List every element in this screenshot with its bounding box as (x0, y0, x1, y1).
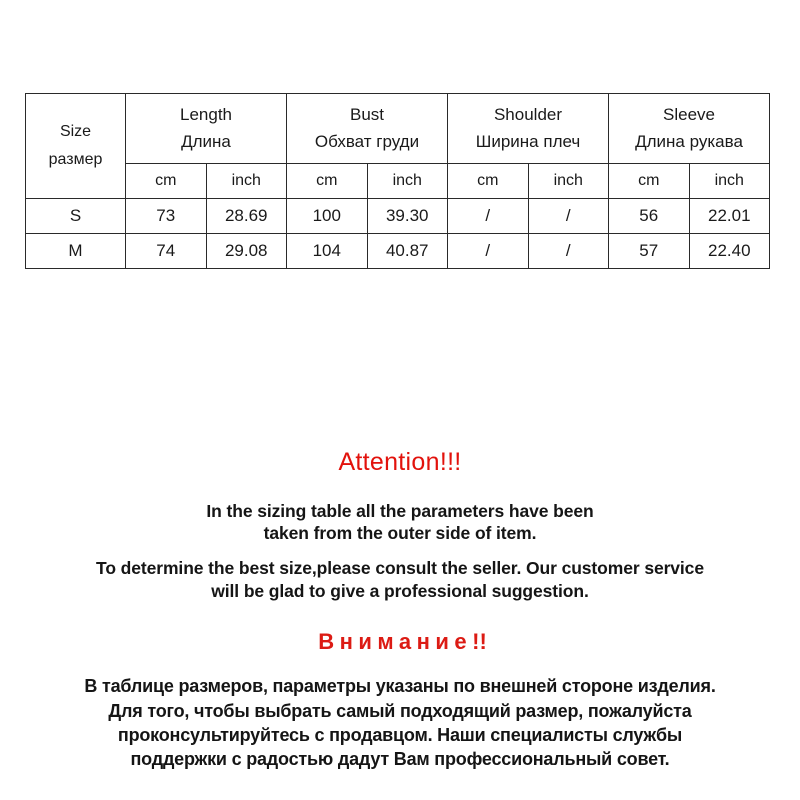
attention-paragraph-en-1 (0, 500, 800, 545)
header-length-en: Length (180, 105, 232, 125)
attention-title-ru-bangs: !! (472, 629, 487, 655)
cell-bust-cm: 104 (287, 234, 368, 269)
header-cell-size (26, 94, 126, 199)
unit-header-bust-cm: cm (287, 164, 368, 199)
header-cell-length (126, 94, 287, 164)
table-row (26, 234, 770, 269)
header-length-ru: Длина (181, 131, 231, 151)
cell-sleeve-cm: 56 (609, 199, 690, 234)
cell-sleeve-cm: 57 (609, 234, 690, 269)
attention-en-1-line-2: taken from the outer side of item. (263, 522, 537, 543)
header-bust-en: Bust (349, 105, 385, 125)
header-bust-ru: Обхват груди (314, 131, 420, 151)
attention-paragraph-ru (0, 674, 800, 771)
cell-shoulder-cm: / (448, 234, 529, 269)
size-chart-table (25, 93, 769, 269)
row-size-label: S (26, 199, 126, 234)
unit-header-shoulder-inch: inch (528, 164, 609, 199)
attention-title-en: Attention!!! (338, 448, 462, 476)
attention-ru-line-3: проконсультируйтесь с продавцом. Наши специалисты службы (117, 724, 683, 745)
size-chart (25, 93, 770, 269)
attention-title-ru-word: Внимание (318, 629, 473, 655)
cell-shoulder-inch: / (528, 234, 609, 269)
cell-shoulder-inch: / (528, 199, 609, 234)
cell-shoulder-cm: / (448, 199, 529, 234)
cell-sleeve-inch: 22.01 (689, 199, 770, 234)
attention-en-2-line-2: will be glad to give a professional suggestion. (211, 580, 589, 601)
unit-header-bust-inch: inch (367, 164, 448, 199)
cell-bust-inch: 39.30 (367, 199, 448, 234)
header-cell-shoulder (448, 94, 609, 164)
table-group-header-row (26, 94, 770, 164)
unit-header-length-inch: inch (206, 164, 287, 199)
header-size-en: Size (59, 123, 92, 140)
unit-header-sleeve-cm: cm (609, 164, 690, 199)
attention-ru-line-1: В таблице размеров, параметры указаны по внешней стороне изделия. (84, 676, 716, 697)
cell-bust-inch: 40.87 (367, 234, 448, 269)
row-size-label: M (26, 234, 126, 269)
header-size-ru: размер (48, 151, 103, 168)
header-cell-sleeve (609, 94, 770, 164)
unit-header-shoulder-cm: cm (448, 164, 529, 199)
table-row (26, 199, 770, 234)
attention-ru-line-2: Для того, чтобы выбрать самый подходящий размер, пожалуйста (108, 700, 692, 721)
table-unit-header-row (26, 164, 770, 199)
attention-en-2-line-1: To determine the best size,please consult the seller. Our customer service (96, 558, 704, 579)
unit-header-length-cm: cm (126, 164, 207, 199)
cell-sleeve-inch: 22.40 (689, 234, 770, 269)
attention-en-1-line-1: In the sizing table all the parameters have been (206, 500, 594, 521)
cell-length-inch: 29.08 (206, 234, 287, 269)
header-cell-bust (287, 94, 448, 164)
header-shoulder-en: Shoulder (493, 105, 563, 125)
attention-notice (0, 440, 800, 771)
cell-length-cm: 73 (126, 199, 207, 234)
cell-bust-cm: 100 (287, 199, 368, 234)
attention-title-ru (0, 630, 800, 654)
cell-length-inch: 28.69 (206, 199, 287, 234)
cell-length-cm: 74 (126, 234, 207, 269)
attention-paragraph-en-2 (0, 557, 800, 602)
unit-header-sleeve-inch: inch (689, 164, 770, 199)
header-sleeve-ru: Длина рукава (635, 131, 743, 151)
attention-ru-line-4: поддержки с радостью дадут Вам профессиональный совет. (130, 749, 670, 770)
header-shoulder-ru: Ширина плеч (475, 131, 581, 151)
header-sleeve-en: Sleeve (663, 105, 715, 125)
